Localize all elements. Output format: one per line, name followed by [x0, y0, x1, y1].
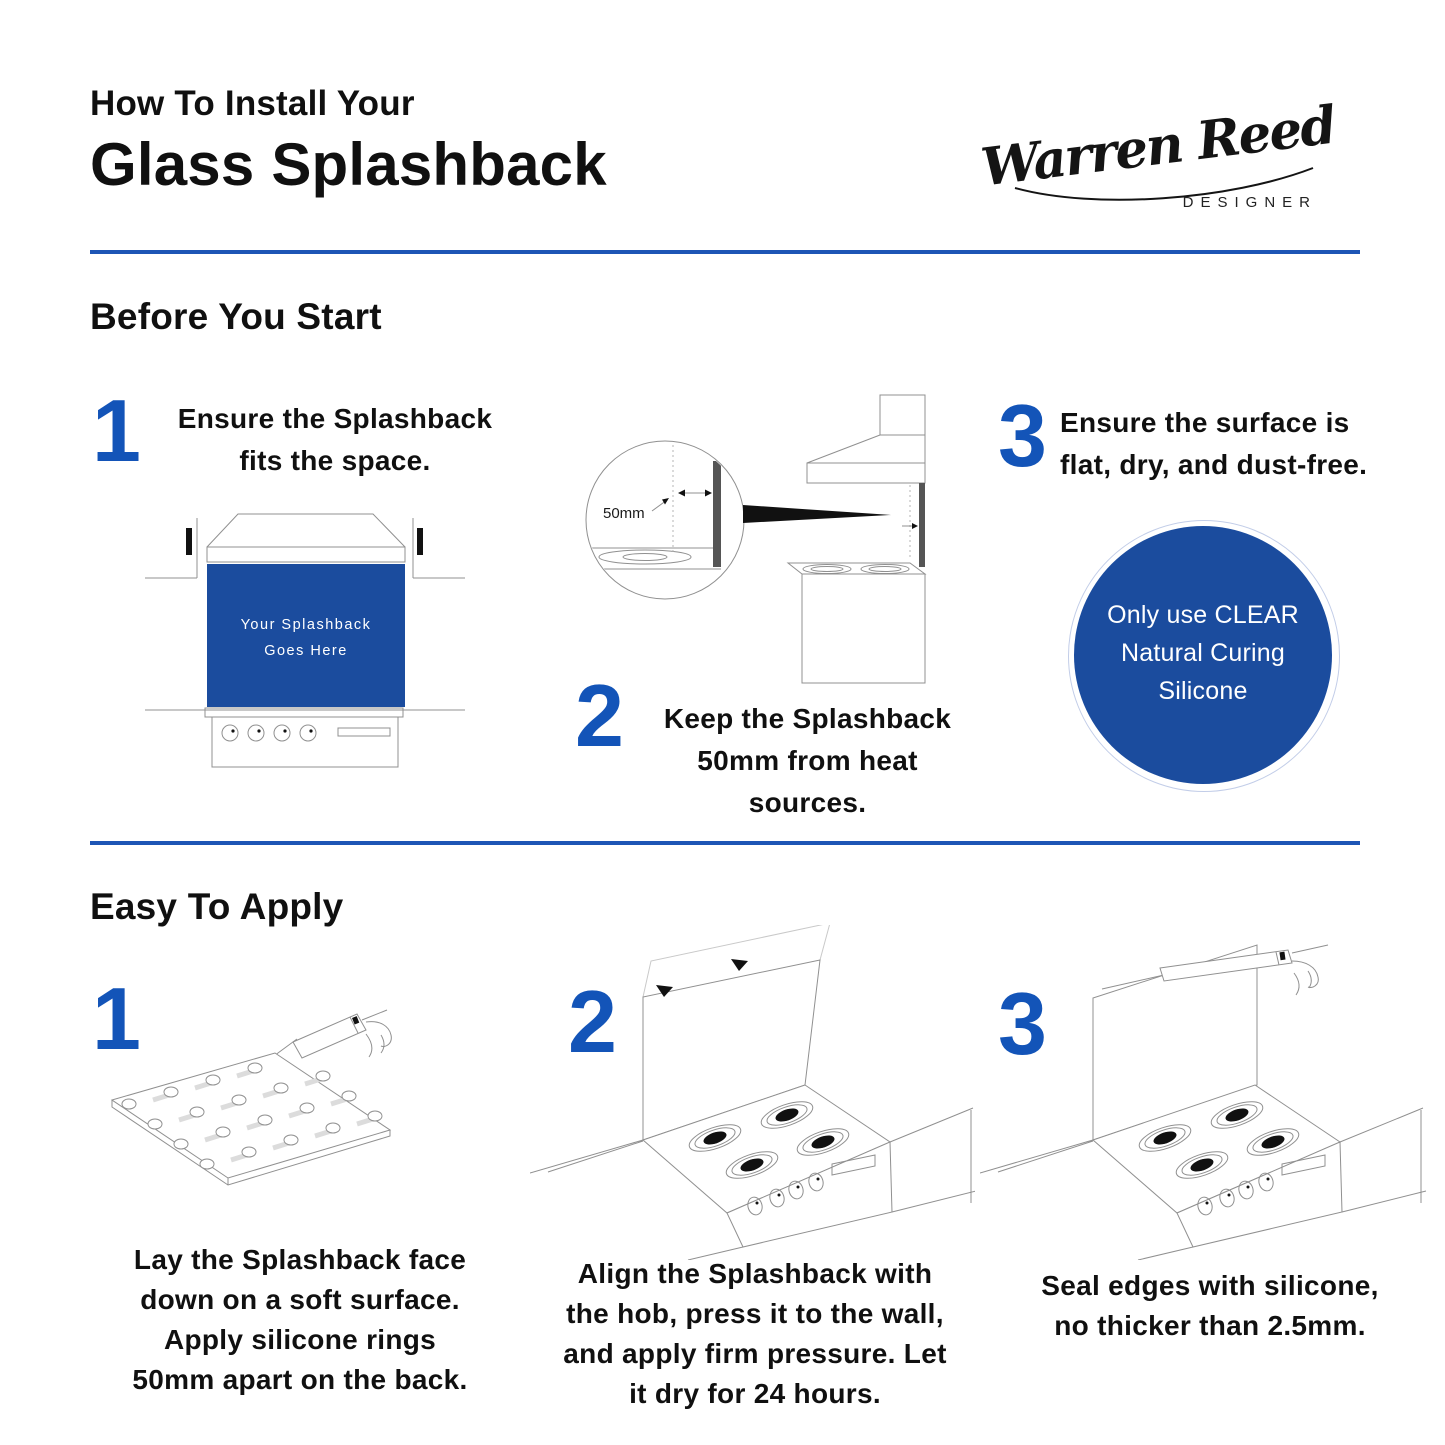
hood-canopy-slant — [807, 435, 925, 463]
cooker-knobs — [222, 725, 316, 741]
before-step2-number: 2 — [575, 666, 624, 765]
gap-double-arrow — [678, 490, 712, 497]
cooker-3d — [530, 1085, 975, 1260]
cooktop-band — [205, 708, 403, 717]
apply-step3-number: 3 — [998, 974, 1047, 1073]
cooker-3d — [980, 1085, 1426, 1260]
before-step1-number: 1 — [92, 381, 141, 480]
section-heading-before: Before You Start — [90, 296, 382, 337]
brand-logo — [975, 64, 1345, 234]
divider-middle — [90, 841, 1360, 845]
side-gap-tick — [902, 523, 918, 529]
diagram-heat-clearance — [550, 393, 970, 698]
cooker-display — [338, 728, 390, 736]
before-step3-number: 3 — [998, 386, 1047, 485]
diagram-seal-edges — [980, 925, 1440, 1260]
header-pretitle: How To Install Your — [90, 84, 415, 123]
cooker-hood-canopy — [207, 514, 405, 547]
side-view — [788, 395, 925, 683]
apply-step2-caption: Align the Splashback with the hob, press it to the wall, and apply firm pressure. Let it dry for 24 hours. — [563, 1258, 947, 1409]
left-cabinet-handle — [186, 528, 192, 555]
annotation-pointer — [652, 498, 669, 511]
gap-annotation: 50mm — [603, 505, 645, 522]
before-step3-text: Ensure the surface is flat, dry, and dust-free. — [1060, 407, 1368, 480]
diagram-align-splashback — [530, 925, 975, 1260]
before-step2-text: Keep the Splashback 50mm from heat sources. — [663, 703, 952, 818]
divider-top — [90, 250, 1360, 254]
silicone-badge-text: Only use CLEAR Natural Curing Silicone — [1107, 601, 1299, 705]
section-heading-apply: Easy To Apply — [90, 886, 344, 927]
pointer-wedge — [743, 505, 891, 523]
silicone-badge-circle — [1074, 526, 1332, 784]
caulk-gun — [263, 1010, 391, 1064]
apply-step2-number: 2 — [568, 972, 617, 1071]
brand-name-text: Warren Reed — [977, 94, 1338, 199]
splashback-label-line1: Your Splashback — [240, 617, 372, 633]
splashback-panel — [207, 564, 405, 707]
hood-chimney — [880, 395, 925, 435]
hob-ring-inner — [623, 554, 667, 561]
side-splashback-bar — [919, 483, 925, 567]
hood-canopy-band — [807, 463, 925, 483]
apply-step1-caption: Lay the Splashback face down on a soft surface. Apply silicone rings 50mm apart on the back. — [132, 1244, 468, 1395]
brand-subtitle: DESIGNER — [1182, 194, 1317, 211]
splashback-edge-bar — [713, 461, 721, 567]
cooker-hood-band — [207, 547, 405, 562]
cooker-top-rings — [803, 565, 909, 574]
silicone-badge — [1068, 520, 1340, 792]
hob-ring-outer — [599, 550, 691, 564]
page-title: Glass Splashback — [90, 131, 607, 198]
diagram-splashback-fit — [120, 490, 520, 790]
apply-step3-caption: Seal edges with silicone, no thicker than 2.5mm. — [1041, 1270, 1379, 1341]
before-step1-text: Ensure the Splashback fits the space. — [177, 403, 493, 476]
cooker-front — [212, 717, 398, 767]
diagram-silicone-rings — [95, 990, 490, 1215]
cooker-box-front — [802, 574, 925, 683]
splashback-label-line2: Goes Here — [264, 643, 348, 659]
apply-step1-number: 1 — [92, 969, 141, 1068]
splashback-face-down — [112, 1053, 390, 1185]
counter-lines — [586, 548, 721, 569]
right-cabinet-handle — [417, 528, 423, 555]
